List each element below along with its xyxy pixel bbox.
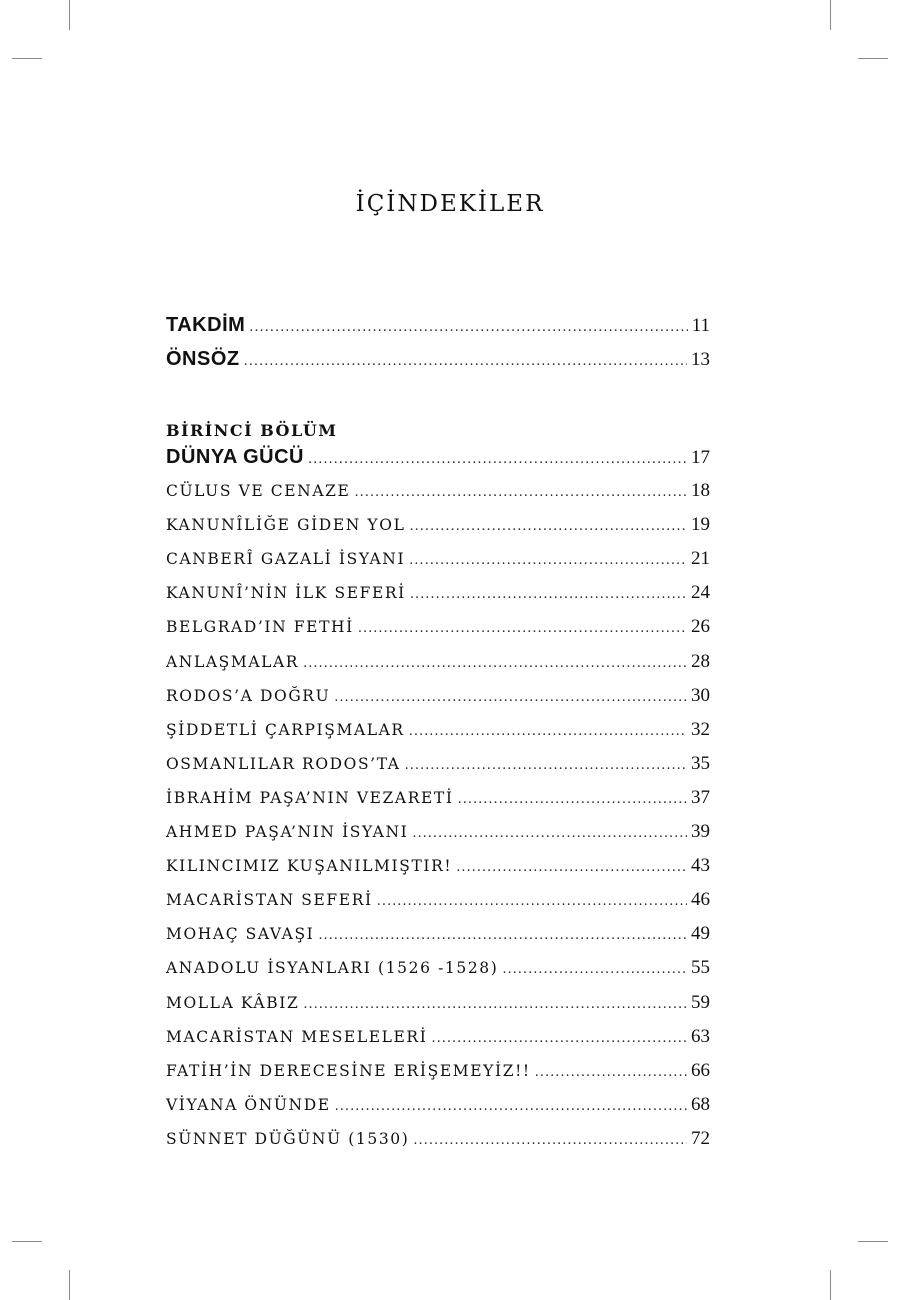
crop-mark-right-bottom	[858, 1241, 888, 1242]
toc-page-number: 66	[691, 1059, 710, 1081]
crop-mark-left-top	[12, 58, 42, 59]
toc-page-number: 19	[691, 514, 710, 536]
crop-mark-right-top	[858, 58, 888, 59]
dot-leader	[335, 1099, 687, 1114]
dot-leader	[431, 1031, 687, 1046]
toc-row	[166, 923, 710, 953]
toc-page-number: 28	[691, 650, 710, 672]
toc-label: ANLAŞMALAR	[166, 652, 300, 671]
toc-label: MACARİSTAN SEFERİ	[166, 891, 373, 910]
toc-label: SÜNNET DÜĞÜNÜ (1530)	[166, 1129, 410, 1148]
toc-label: MOHAÇ SAVAŞI	[166, 925, 315, 944]
toc-row	[166, 616, 710, 646]
dot-leader	[303, 997, 687, 1012]
toc-row	[166, 957, 710, 987]
toc-row	[166, 548, 710, 578]
crop-mark-bottom-left	[69, 1270, 70, 1300]
toc-page-number: 46	[691, 889, 710, 911]
toc-label: VİYANA ÖNÜNDE	[166, 1095, 331, 1114]
section-heading: BİRİNCİ BÖLÜM	[166, 421, 338, 440]
toc-row	[166, 1094, 710, 1124]
toc-row	[166, 514, 710, 544]
toc-row	[166, 821, 710, 851]
toc-label: ÖNSÖZ	[166, 348, 240, 370]
dot-leader	[412, 826, 687, 841]
toc-page-number: 26	[691, 616, 710, 638]
dot-leader	[244, 354, 687, 369]
page-title: İÇİNDEKİLER	[355, 191, 545, 217]
dot-leader	[405, 758, 687, 773]
toc-label: TAKDİM	[166, 314, 246, 336]
crop-mark-left-bottom	[12, 1241, 42, 1242]
toc-page-number: 30	[691, 684, 710, 706]
dot-leader	[308, 452, 687, 467]
dot-leader	[410, 587, 687, 602]
dot-leader	[409, 724, 687, 739]
crop-mark-top-right	[830, 0, 831, 30]
toc-row	[166, 889, 710, 919]
toc-page-number: 63	[691, 1025, 710, 1047]
toc-page-number: 18	[691, 480, 710, 501]
toc-row	[166, 753, 710, 783]
toc-page-number: 59	[691, 991, 710, 1013]
toc-page-number: 68	[691, 1093, 710, 1115]
toc-page-number: 43	[691, 855, 710, 877]
toc-page-number: 55	[691, 957, 710, 979]
toc-label: KILINCIMIZ KUŞANILMIŞTIR!	[166, 857, 453, 876]
toc-page-number: 17	[691, 447, 710, 468]
dot-leader	[334, 690, 687, 705]
dot-leader	[249, 320, 687, 335]
toc-label: DÜNYA GÜCÜ	[166, 446, 304, 468]
toc-row	[166, 1026, 710, 1056]
dot-leader	[502, 962, 687, 977]
toc-row	[166, 582, 710, 612]
toc-page-number: 13	[691, 349, 710, 370]
toc-row	[166, 1128, 710, 1158]
toc-row	[166, 855, 710, 885]
toc-row-onsoz	[166, 348, 710, 378]
toc-label: ŞİDDETLİ ÇARPIŞMALAR	[166, 720, 405, 739]
toc-label: CANBERÎ GAZALİ İSYANI	[166, 550, 406, 569]
dot-leader	[413, 1133, 687, 1148]
crop-mark-bottom-right	[830, 1270, 831, 1300]
toc-label: FATİH’İN DERECESİNE ERİŞEMEYİZ!!	[166, 1061, 531, 1080]
toc-label: KANUNÎ’NİN İLK SEFERİ	[166, 584, 406, 603]
toc-page-number: 21	[691, 548, 710, 570]
toc-label: CÜLUS VE CENAZE	[166, 482, 351, 500]
toc-label: KANUNÎLİĞE GİDEN YOL	[166, 516, 406, 535]
toc-page-number: 39	[691, 821, 710, 842]
toc-page-number: 72	[691, 1127, 710, 1149]
dot-leader	[354, 485, 687, 500]
toc-label: RODOS’A DOĞRU	[166, 686, 331, 705]
toc-row	[166, 719, 710, 749]
crop-mark-top-left	[69, 0, 70, 30]
toc-page-number: 24	[691, 582, 710, 604]
toc-row	[166, 651, 710, 681]
dot-leader	[409, 519, 687, 534]
toc-label: BELGRAD’IN FETHİ	[166, 618, 354, 637]
toc-label: İBRAHİM PAŞA’NIN VEZARETİ	[166, 788, 454, 807]
toc-page-number: 11	[691, 315, 710, 336]
dot-leader	[535, 1065, 687, 1080]
dot-leader	[358, 621, 687, 636]
dot-leader	[318, 928, 687, 943]
toc-row	[166, 787, 710, 817]
toc-page-number: 37	[691, 786, 710, 808]
toc-page-number: 32	[691, 718, 710, 740]
dot-leader	[303, 656, 687, 671]
toc-label: MACARİSTAN MESELELERİ	[166, 1027, 428, 1046]
toc-row	[166, 480, 710, 510]
toc-page-number: 35	[691, 752, 710, 774]
toc-page-number: 49	[691, 923, 710, 945]
dot-leader	[377, 894, 687, 909]
toc-row-chapter	[166, 446, 710, 476]
dot-leader	[456, 860, 687, 875]
toc-row-takdim	[166, 314, 710, 344]
toc-label: AHMED PAŞA’NIN İSYANI	[166, 823, 409, 841]
dot-leader	[409, 553, 687, 568]
toc-label: MOLLA KÂBIZ	[166, 993, 300, 1012]
toc-row	[166, 1060, 710, 1090]
toc-label: OSMANLILAR RODOS’TA	[166, 754, 401, 773]
toc-row	[166, 685, 710, 715]
dot-leader	[458, 792, 687, 807]
toc-row	[166, 992, 710, 1022]
toc-label: ANADOLU İSYANLARI (1526 -1528)	[166, 959, 499, 978]
